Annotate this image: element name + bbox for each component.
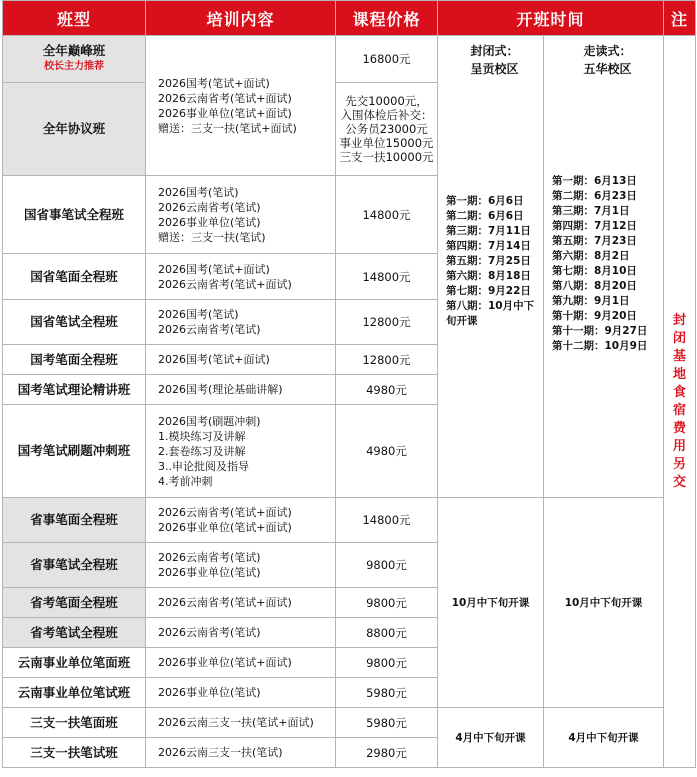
content-text: 2026国考(笔试+面试) 2026云南省考(笔试+面试): [158, 262, 292, 291]
closed-campus-schedule: [438, 36, 544, 498]
table-row: [3, 498, 696, 543]
day-campus-label: 走读式： 五华校区: [583, 44, 632, 76]
content-text: 2026云南省考(笔试) 2026事业单位(笔试): [158, 551, 261, 579]
price-cell: 14800元: [336, 498, 438, 543]
price-cell: 9800元: [336, 648, 438, 678]
class-name: 省考笔试全程班: [3, 618, 146, 648]
class-name: 省事笔试全程班: [3, 543, 146, 588]
content-text: 2026国考(笔试+面试) 2026云南省考(笔试+面试) 2026事业单位(笔试+面试) 赠送：三支一扶(笔试+面试): [158, 76, 297, 135]
content-cell: 2026云南三支一扶(笔试+面试): [146, 708, 336, 738]
content-cell: 2026国考(理论基础讲解): [146, 375, 336, 405]
course-price-table: [2, 0, 696, 768]
class-name: 云南事业单位笔试班: [3, 678, 146, 708]
content-cell: 2026事业单位(笔试+面试): [146, 648, 336, 678]
header-note: 注: [664, 1, 696, 36]
content-cell: [146, 254, 336, 300]
price-cell: 4980元: [336, 375, 438, 405]
price-cell: 14800元: [336, 176, 438, 254]
class-name: 国考笔试刷题冲刺班: [3, 405, 146, 498]
day-campus-periods: 第一期：6月13日 第二期：6月23日 第三期：7月1日 第四期：7月12日 第五期：7月23日 第六期：8月2日 第七期：8月10日 第八期：8月20日 第九期：9月1日 第十期：9月20日 第十一期：9月27日 第十二期：10月9日: [552, 175, 648, 352]
closed-campus-label: 封闭式： 呈贡校区: [470, 44, 519, 76]
class-name: 国省事笔试全程班: [3, 176, 146, 254]
class-name: 三支一扶笔试班: [3, 738, 146, 768]
class-name: 国考笔面全程班: [3, 345, 146, 375]
content-cell: [146, 543, 336, 588]
class-name: 全年巅峰班: [42, 43, 106, 58]
price-cell: 5980元: [336, 678, 438, 708]
day-schedule-oct: 10月中下旬开课: [544, 498, 664, 708]
price-cell: 12800元: [336, 345, 438, 375]
closed-schedule-apr: 4月中下旬开课: [438, 708, 544, 768]
content-cell: 2026云南省考(笔试+面试): [146, 588, 336, 618]
content-cell: [146, 405, 336, 498]
price-cell: 16800元: [336, 36, 438, 83]
content-cell: [146, 36, 336, 176]
class-name: 国省笔试全程班: [3, 300, 146, 345]
class-name: 国考笔试理论精讲班: [3, 375, 146, 405]
header-price: 课程价格: [336, 1, 438, 36]
class-name: 国省笔面全程班: [3, 254, 146, 300]
header-content: 培训内容: [146, 1, 336, 36]
content-cell: 2026事业单位(笔试): [146, 678, 336, 708]
price-text: 先交10000元， 入围体检后补交： 公务员23000元 事业单位15000元 三支一扶10000元: [339, 94, 434, 164]
price-cell: 4980元: [336, 405, 438, 498]
content-text: 2026云南省考(笔试+面试) 2026事业单位(笔试+面试): [158, 506, 292, 534]
content-text: 2026国考(笔试) 2026云南省考(笔试): [158, 308, 261, 336]
header-class: 班型: [3, 1, 146, 36]
table-header-row: [3, 1, 696, 36]
content-cell: 2026国考(笔试+面试): [146, 345, 336, 375]
content-cell: [146, 498, 336, 543]
class-name: 全年协议班: [3, 83, 146, 176]
day-campus-schedule: [544, 36, 664, 498]
price-cell: 9800元: [336, 588, 438, 618]
class-name: 省考笔面全程班: [3, 588, 146, 618]
content-cell: 2026云南省考(笔试): [146, 618, 336, 648]
closed-schedule-oct: 10月中下旬开课: [438, 498, 544, 708]
price-cell: 2980元: [336, 738, 438, 768]
class-name-cell: [3, 36, 146, 83]
table-row: [3, 708, 696, 738]
content-cell: [146, 176, 336, 254]
price-cell: 5980元: [336, 708, 438, 738]
day-schedule-apr: 4月中下旬开课: [544, 708, 664, 768]
closed-campus-periods: 第一期：6月6日 第二期：6月6日 第三期：7月11日 第四期：7月14日 第五期：7月25日 第六期：8月18日 第七期：9月22日 第八期：10月中下 旬开课: [446, 195, 535, 327]
class-name: 云南事业单位笔面班: [3, 648, 146, 678]
content-cell: 2026云南三支一扶(笔试): [146, 738, 336, 768]
header-schedule: 开班时间: [438, 1, 664, 36]
price-cell: [336, 83, 438, 176]
content-text: 2026国考(笔试) 2026云南省考(笔试) 2026事业单位(笔试) 赠送：三支一扶(笔试): [158, 185, 266, 244]
note-text: 封闭基地食宿费用另交: [673, 312, 687, 490]
note-cell: [664, 36, 696, 768]
price-cell: 12800元: [336, 300, 438, 345]
price-cell: 14800元: [336, 254, 438, 300]
price-cell: 9800元: [336, 543, 438, 588]
class-name: 三支一扶笔面班: [3, 708, 146, 738]
content-text: 2026国考(刷题冲刺) 1.模块练习及讲解 2.套卷练习及讲解 3..申论批阅及指导 4.考前冲刺: [158, 414, 261, 488]
class-name: 省事笔面全程班: [3, 498, 146, 543]
price-cell: 8800元: [336, 618, 438, 648]
table-row: [3, 36, 696, 83]
recommend-tag: 校长主力推荐: [44, 61, 104, 72]
content-cell: [146, 300, 336, 345]
